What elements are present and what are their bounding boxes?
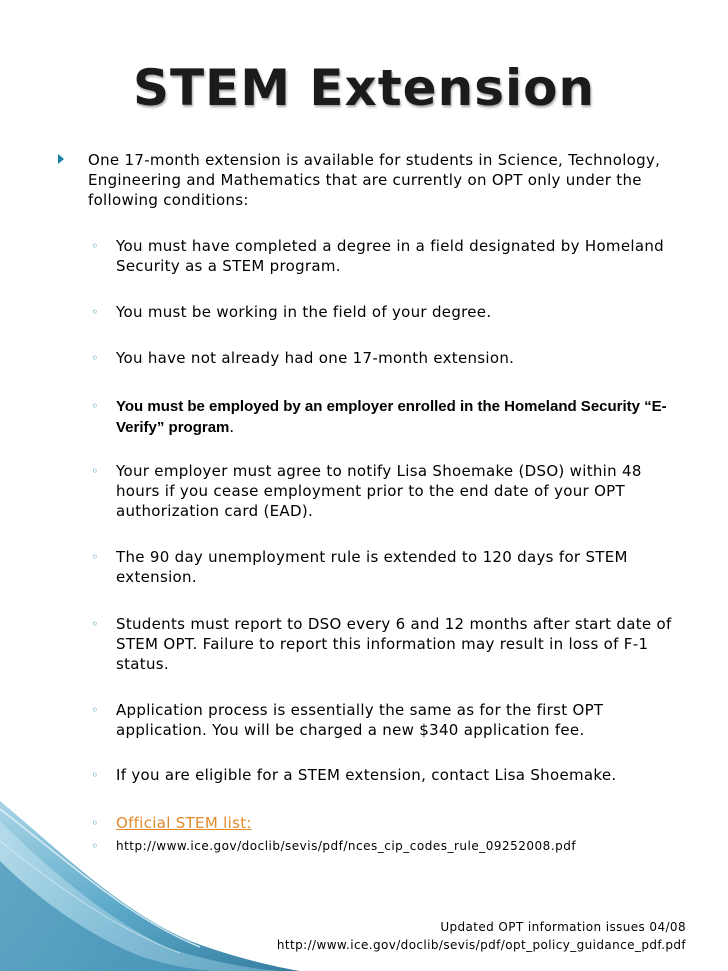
- condition-suffix: .: [229, 418, 235, 436]
- hollow-circle-icon: ◦: [91, 839, 99, 853]
- footer-update-note: Updated OPT information issues 04/08: [440, 920, 686, 934]
- hollow-circle-icon: ◦: [91, 703, 99, 717]
- hollow-circle-icon: ◦: [91, 305, 99, 319]
- list-item: [91, 547, 676, 587]
- condition-text: You must be working in the field of your degree.: [116, 303, 492, 321]
- footer-url: http://www.ice.gov/doclib/sevis/pdf/opt_policy_guidance_pdf.pdf: [276, 938, 686, 952]
- stem-list-url: http://www.ice.gov/doclib/sevis/pdf/nces_cip_codes_rule_09252008.pdf: [116, 839, 577, 853]
- list-item: [91, 348, 676, 368]
- condition-text: Students must report to DSO every 6 and 12 months after start date of STEM OPT. Failure to report this information may result in loss of F-1 status.: [116, 615, 672, 673]
- condition-text: Your employer must agree to notify Lisa Shoemake (DSO) within 48 hours if you cease employment prior to the end date of your OPT authorization card (EAD).: [116, 462, 642, 520]
- hollow-circle-icon: ◦: [91, 768, 99, 782]
- list-item: [91, 700, 676, 740]
- condition-text: Application process is essentially the same as for the first OPT application. You will be charged a new $340 application fee.: [116, 701, 604, 739]
- list-item: [91, 765, 676, 785]
- hollow-circle-icon: ◦: [91, 239, 99, 253]
- list-item: [91, 461, 676, 521]
- hollow-circle-icon: ◦: [91, 464, 99, 478]
- triangle-arrow-icon: [58, 154, 64, 164]
- intro-text: One 17-month extension is available for students in Science, Technology, Engineering and Mathematics that are currently on OPT only under the following conditions:: [88, 151, 661, 209]
- list-item: [91, 396, 676, 438]
- hollow-circle-icon: ◦: [91, 617, 99, 631]
- list-item: [91, 236, 676, 276]
- condition-text: If you are eligible for a STEM extension, contact Lisa Shoemake.: [116, 766, 617, 784]
- condition-text: The 90 day unemployment rule is extended to 120 days for STEM extension.: [116, 548, 628, 586]
- condition-text: You must have completed a degree in a field designated by Homeland Security as a STEM program.: [116, 237, 664, 275]
- condition-text: You have not already had one 17-month extension.: [116, 349, 515, 367]
- list-item: [91, 813, 676, 833]
- hollow-circle-icon: ◦: [91, 550, 99, 564]
- hollow-circle-icon: ◦: [91, 351, 99, 365]
- list-item: [91, 302, 676, 322]
- hollow-circle-icon: ◦: [91, 816, 99, 830]
- condition-text-emphasized: You must be employed by an employer enrolled in the Homeland Security “E-Verify” program: [116, 398, 667, 436]
- list-item: [91, 614, 676, 674]
- official-stem-list-link[interactable]: Official STEM list:: [116, 814, 252, 832]
- page-title: STEM Extension: [132, 59, 596, 117]
- hollow-circle-icon: ◦: [91, 399, 99, 413]
- list-item: [91, 836, 676, 856]
